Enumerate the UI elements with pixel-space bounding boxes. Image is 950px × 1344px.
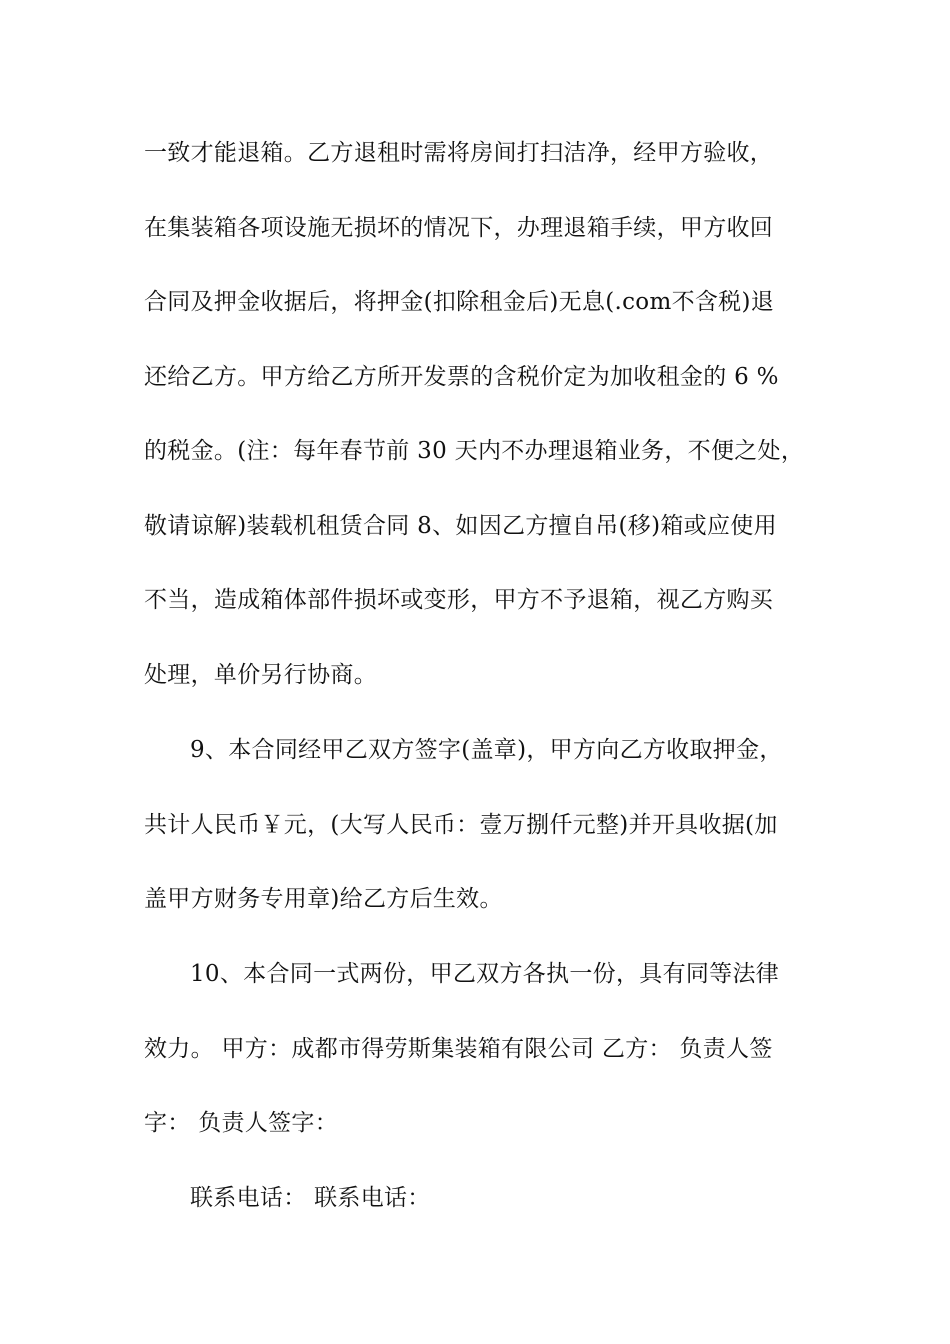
text-line-2: 在集装箱各项设施无损坏的情况下，办理退箱手续，甲方收回 — [144, 215, 774, 241]
text-line-8: 处理，单价另行协商。 — [144, 662, 377, 688]
clause-9-line-2: 共计人民币￥元，(大写人民币：壹万捌仟元整)并开具收据(加 — [144, 812, 778, 838]
text-line-6: 敬请谅解)装载机租赁合同 8、如因乙方擅自吊(移)箱或应使用 — [144, 513, 777, 539]
text-line-1: 一致才能退箱。乙方退租时需将房间打扫洁净，经甲方验收， — [144, 140, 774, 166]
text-line-3: 合同及押金收据后，将押金(扣除租金后)无息(.com不含税)退 — [144, 289, 775, 315]
text-line-7: 不当，造成箱体部件损坏或变形，甲方不予退箱，视乙方购买 — [144, 587, 774, 613]
signature-line-2: 字： 负责人签字： — [144, 1110, 339, 1136]
clause-9-line-1: 9、本合同经甲乙双方签字(盖章)，甲方向乙方收取押金， — [190, 737, 783, 763]
clause-9-line-3: 盖甲方财务专用章)给乙方后生效。 — [144, 886, 503, 912]
signature-line-1: 效力。 甲方：成都市得劳斯集装箱有限公司 乙方： 负责人签 — [144, 1036, 773, 1062]
contact-phone-line: 联系电话： 联系电话： — [190, 1185, 431, 1211]
text-line-5: 的税金。(注：每年春节前 30 天内不办理退箱业务，不便之处， — [144, 438, 805, 464]
clause-10-line-1: 10、本合同一式两份，甲乙双方各执一份，具有同等法律 — [190, 961, 780, 987]
text-line-4: 还给乙方。甲方给乙方所开发票的含税价定为加收租金的 6 % — [144, 364, 779, 390]
